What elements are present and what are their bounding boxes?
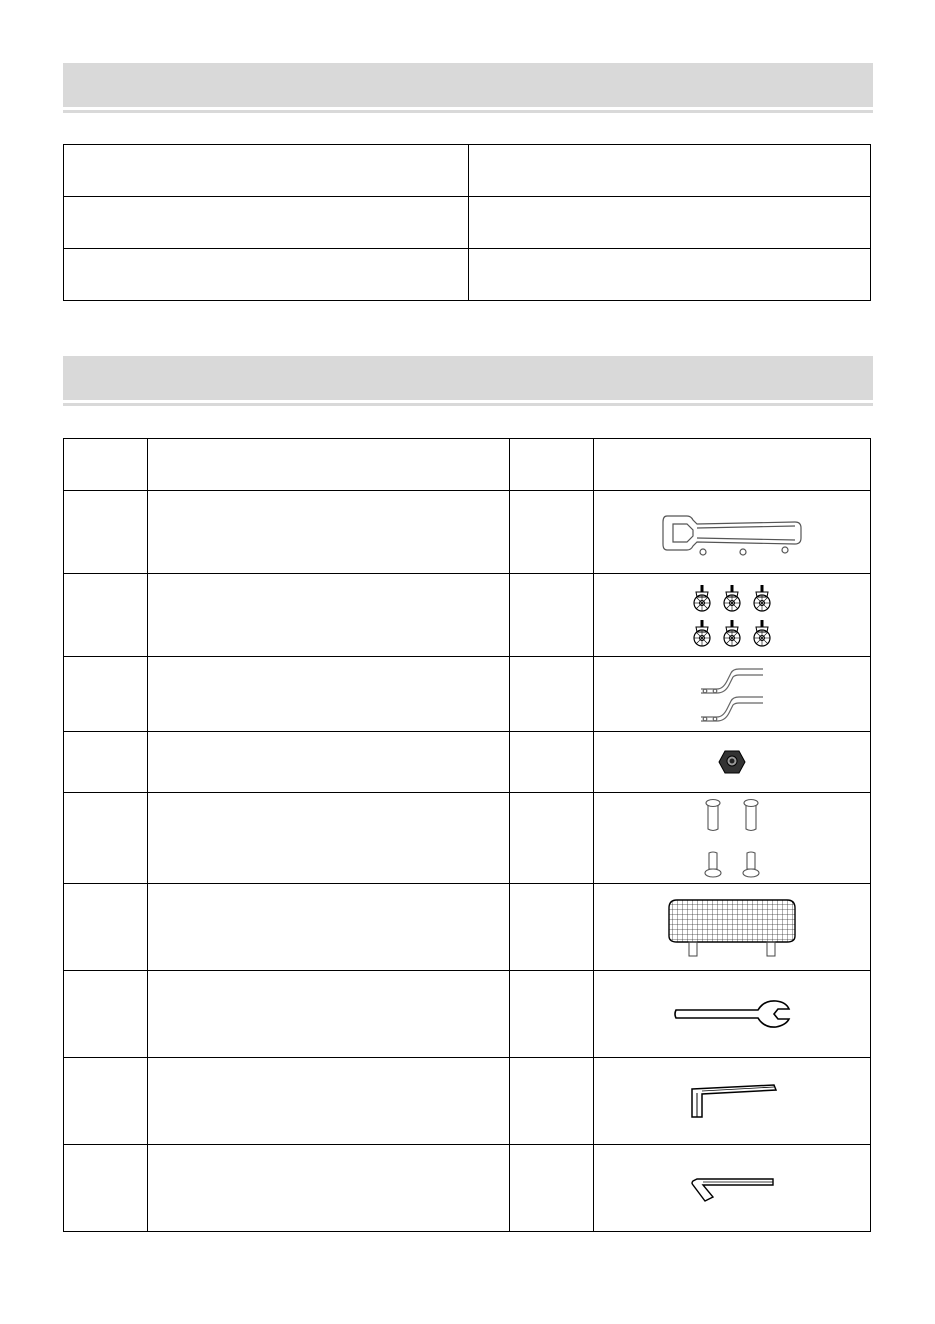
part-qty bbox=[510, 574, 594, 657]
section-header-1 bbox=[63, 63, 873, 107]
part-name bbox=[148, 574, 510, 657]
part-qty bbox=[510, 657, 594, 732]
part-no bbox=[64, 657, 148, 732]
header-no bbox=[64, 439, 148, 491]
spec-value bbox=[469, 145, 871, 197]
table-row bbox=[64, 1058, 871, 1145]
part-no bbox=[64, 574, 148, 657]
part-name bbox=[148, 793, 510, 884]
table-row bbox=[64, 732, 871, 793]
spec-label bbox=[64, 145, 469, 197]
hex-nut-icon bbox=[717, 748, 747, 776]
part-qty bbox=[510, 1145, 594, 1232]
spec-table bbox=[63, 144, 871, 301]
divider bbox=[63, 110, 873, 113]
part-no bbox=[64, 1145, 148, 1232]
divider bbox=[63, 403, 873, 406]
table-row bbox=[64, 491, 871, 574]
large-allen-key-icon bbox=[684, 1081, 780, 1121]
table-row bbox=[64, 971, 871, 1058]
part-name bbox=[148, 732, 510, 793]
spec-label bbox=[64, 249, 469, 301]
part-name bbox=[148, 971, 510, 1058]
table-header-row bbox=[64, 439, 871, 491]
caster-wheels-icon bbox=[687, 580, 777, 650]
parts-table bbox=[63, 438, 871, 1232]
part-name bbox=[148, 1145, 510, 1232]
part-no bbox=[64, 1058, 148, 1145]
part-qty bbox=[510, 1058, 594, 1145]
part-qty bbox=[510, 884, 594, 971]
part-no bbox=[64, 884, 148, 971]
table-row bbox=[64, 657, 871, 732]
part-no bbox=[64, 971, 148, 1058]
header-name bbox=[148, 439, 510, 491]
part-no bbox=[64, 793, 148, 884]
bracket-icon bbox=[697, 663, 767, 725]
spec-value bbox=[469, 249, 871, 301]
table-row bbox=[64, 145, 871, 197]
header-qty bbox=[510, 439, 594, 491]
part-qty bbox=[510, 971, 594, 1058]
part-no bbox=[64, 732, 148, 793]
part-no bbox=[64, 491, 148, 574]
part-qty bbox=[510, 793, 594, 884]
table-row bbox=[64, 884, 871, 971]
spec-label bbox=[64, 197, 469, 249]
part-qty bbox=[510, 491, 594, 574]
bolts-icon bbox=[697, 795, 767, 881]
header-picture bbox=[594, 439, 871, 491]
small-allen-key-icon bbox=[687, 1171, 777, 1205]
spec-value bbox=[469, 197, 871, 249]
part-name bbox=[148, 1058, 510, 1145]
table-row bbox=[64, 197, 871, 249]
table-row bbox=[64, 249, 871, 301]
table-row bbox=[64, 793, 871, 884]
table-row bbox=[64, 574, 871, 657]
part-name bbox=[148, 884, 510, 971]
wrench-icon bbox=[672, 997, 792, 1031]
part-name bbox=[148, 657, 510, 732]
part-name bbox=[148, 491, 510, 574]
part-qty bbox=[510, 732, 594, 793]
creeper-frame-icon bbox=[657, 504, 807, 560]
section-header-2 bbox=[63, 356, 873, 400]
table-row bbox=[64, 1145, 871, 1232]
padded-headrest-icon bbox=[667, 894, 797, 960]
